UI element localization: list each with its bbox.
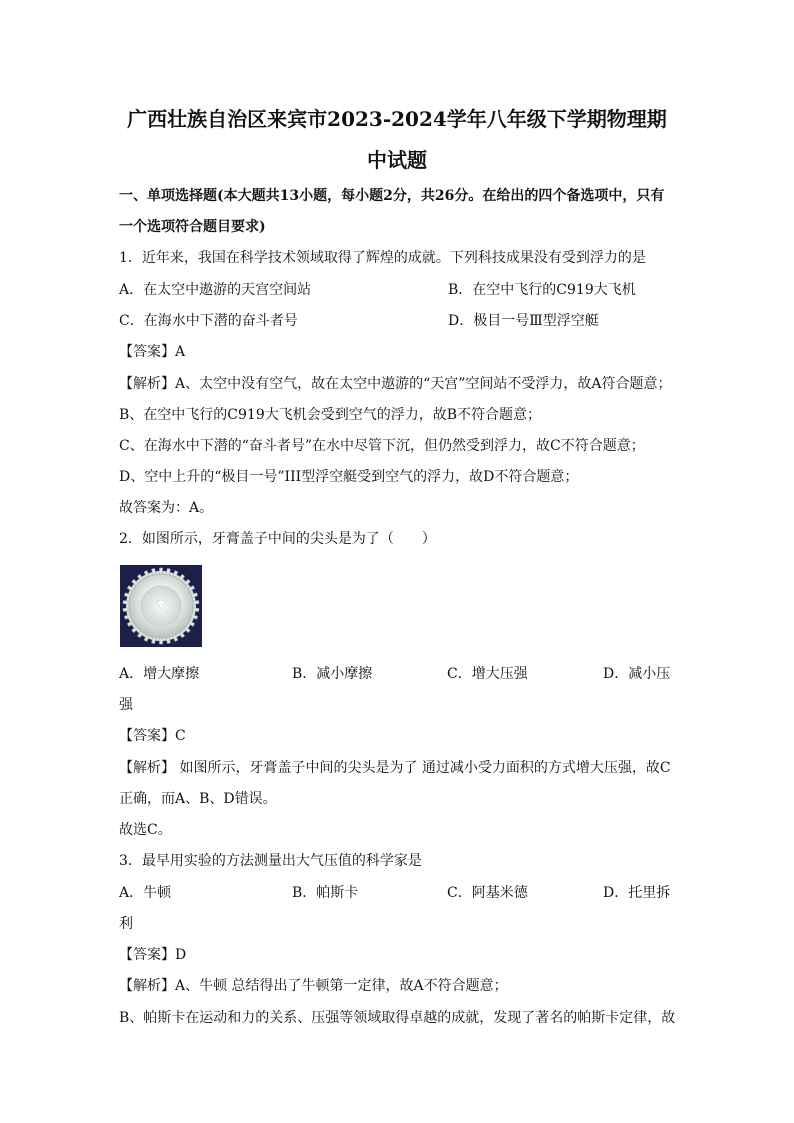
q1-analysis-line: 故答案为：A。 xyxy=(119,500,214,516)
q2-option-d: D．减小压 xyxy=(603,666,671,682)
q2-option-b: B．减小摩擦 xyxy=(292,666,373,682)
q3-answer: 【答案】D xyxy=(119,947,187,963)
q1-option-b: B．在空中飞行的C919大飞机 xyxy=(448,282,636,298)
q1-analysis-line: 【解析】A、太空中没有空气，故在太空中遨游的“天宫”空间站不受浮力，故A符合题意； xyxy=(119,376,672,392)
q2-option-d-wrap: 强 xyxy=(119,697,133,713)
q1-option-a: A．在太空中遨游的天宫空间站 xyxy=(119,282,312,298)
q3-analysis-line: B、帕斯卡在运动和力的关系、压强等领域取得卓越的成就，发现了著名的帕斯卡定律，故 xyxy=(119,1010,676,1026)
q3-option-a: A．牛顿 xyxy=(119,885,172,901)
q1-option-c: C．在海水中下潜的奋斗者号 xyxy=(119,313,298,329)
section-heading-line-2: 一个选项符合题目要求) xyxy=(119,219,266,235)
title-line-2: 中试题 xyxy=(367,148,427,172)
q2-analysis-line: 【解析】 如图所示，牙膏盖子中间的尖头是为了 通过减小受力面积的方式增大压强，故C xyxy=(119,760,671,776)
q1-stem: 1．近年来，我国在科学技术领域取得了辉煌的成就。下列科技成果没有受到浮力的是 xyxy=(119,250,646,266)
q2-stem: 2．如图所示，牙膏盖子中间的尖头是为了（ ） xyxy=(119,531,436,547)
q2-option-a: A．增大摩擦 xyxy=(119,666,200,682)
q3-option-c: C．阿基米德 xyxy=(447,885,528,901)
toothpaste-cap-photo xyxy=(120,565,202,647)
q1-answer: 【答案】A xyxy=(119,344,186,360)
q2-answer: 【答案】C xyxy=(119,728,186,744)
q2-option-c: C．增大压强 xyxy=(447,666,528,682)
q1-analysis-line: C、在海水中下潜的“奋斗者号”在水中尽管下沉，但仍然受到浮力，故C不符合题意； xyxy=(119,438,645,454)
q3-option-d-wrap: 利 xyxy=(119,916,133,932)
q2-analysis-line: 正确，而A、B、D错误。 xyxy=(119,791,277,807)
q3-option-d: D．托里拆 xyxy=(603,885,671,901)
toothpaste-cap-illustration xyxy=(120,565,202,647)
q1-analysis-line: B、在空中飞行的C919大飞机会受到空气的浮力，故B不符合题意； xyxy=(119,407,542,423)
q1-analysis-line: D、空中上升的“极目一号”III型浮空艇受到空气的浮力，故D不符合题意； xyxy=(119,469,579,485)
q3-option-b: B．帕斯卡 xyxy=(292,885,359,901)
section-heading-line-1: 一、单项选择题(本大题共13小题，每小题2分，共26分。在给出的四个备选项中，只有 xyxy=(119,188,665,204)
title-line-1: 广西壮族自治区来宾市2023-2024学年八年级下学期物理期 xyxy=(127,107,667,131)
q1-option-d: D．极目一号Ⅲ型浮空艇 xyxy=(448,313,599,329)
q2-analysis-line: 故选C。 xyxy=(119,822,172,838)
q3-analysis-line: 【解析】A、牛顿 总结得出了牛顿第一定律，故A不符合题意； xyxy=(119,978,508,994)
q3-stem: 3．最早用实验的方法测量出大气压值的科学家是 xyxy=(119,853,422,869)
